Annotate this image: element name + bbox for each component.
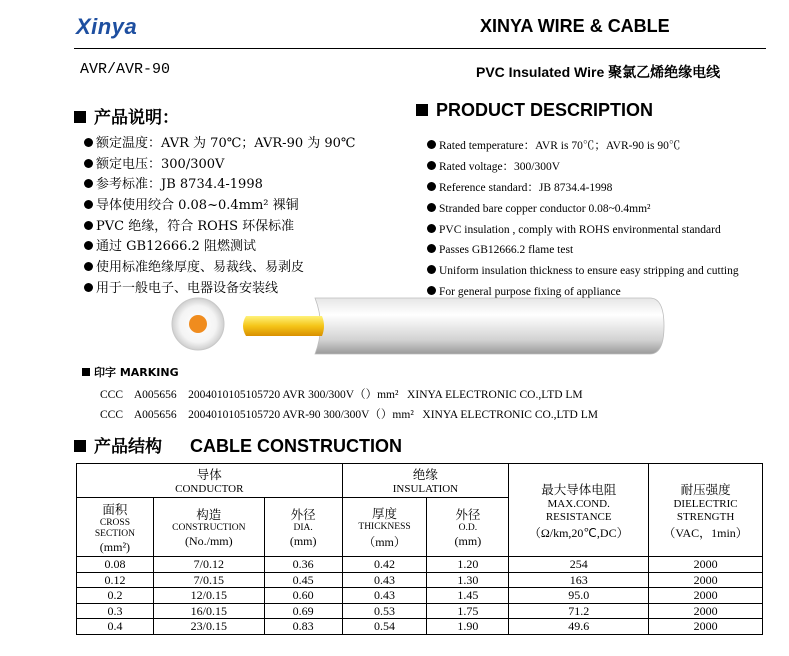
cell-thickness: 0.43 [342, 588, 427, 604]
header-text: O.D. [458, 523, 478, 533]
marking-title-text: 印字 MARKING [94, 366, 179, 379]
cell-resistance: 163 [509, 572, 649, 588]
cell-od: 1.30 [427, 572, 509, 588]
table-row [77, 603, 763, 619]
header-text: STRENGTH [676, 510, 735, 523]
cell-od: 1.45 [427, 588, 509, 604]
bullet-icon [84, 179, 93, 188]
construction-table [76, 463, 763, 635]
header-text: (mm) [454, 534, 482, 548]
list-item [427, 261, 739, 282]
square-bullet-icon [82, 368, 90, 376]
cell-dia: 0.36 [264, 557, 342, 573]
list-item-text: Rated voltage：300/300V [439, 160, 561, 173]
header-insulation [342, 464, 509, 498]
bullet-icon [427, 265, 436, 274]
cell-resistance: 49.6 [509, 619, 649, 635]
cell-strength: 2000 [649, 603, 763, 619]
bullet-icon [427, 224, 436, 233]
list-item [84, 258, 355, 279]
list-item-text: For general purpose fixing of appliance [439, 286, 621, 299]
header-text: 最大导体电阻 [541, 481, 617, 497]
cell-area: 0.3 [77, 603, 154, 619]
cell-strength: 2000 [649, 557, 763, 573]
wire-illustration [150, 286, 670, 366]
header-construction [153, 498, 264, 557]
header-dia [264, 498, 342, 557]
cell-strength: 2000 [649, 619, 763, 635]
list-item-text: Reference standard：JB 8734.4-1998 [439, 181, 613, 194]
cell-resistance: 95.0 [509, 588, 649, 604]
header-text: （VAC，1min） [663, 525, 748, 540]
cell-thickness: 0.54 [342, 619, 427, 635]
header-text: （mm） [363, 535, 406, 549]
list-item [427, 178, 739, 199]
header-text: CONDUCTOR [175, 483, 244, 495]
bullet-icon [84, 262, 93, 271]
header-text: 导体 [196, 467, 222, 482]
cell-od: 1.75 [427, 603, 509, 619]
model-number: AVR/AVR-90 [80, 61, 171, 78]
list-item-text: 使用标准绝缘厚度、易裁线、易剥皮 [96, 260, 305, 276]
cell-thickness: 0.43 [342, 572, 427, 588]
header-text: SECTION [94, 528, 135, 539]
bullet-icon [427, 182, 436, 191]
bullet-icon [427, 203, 436, 212]
header-resistance [509, 464, 649, 557]
wire-end-view [172, 298, 224, 350]
header-text: 厚度 [372, 506, 398, 521]
cell-dia: 0.45 [264, 572, 342, 588]
cell-dia: 0.83 [264, 619, 342, 635]
cell-thickness: 0.42 [342, 557, 427, 573]
list-item-text: PVC 绝缘，符合 ROHS 环保标准 [96, 218, 295, 234]
list-item-text: 参考标准：JB 8734.4-1998 [96, 177, 263, 193]
marking-line-avr90: CCC A005656 2004010105105720 AVR-90 300/300V（）mm² XINYA ELECTRONIC CO.,LTD LM [100, 409, 598, 421]
cell-area: 0.12 [77, 572, 154, 588]
cell-construction: 12/0.15 [153, 588, 264, 604]
bullet-icon [84, 200, 93, 209]
section-title-text: 产品说明： [94, 108, 179, 128]
header-text: CROSS [99, 517, 130, 528]
header-text: 外径 [455, 507, 481, 522]
section-title-text: PRODUCT DESCRIPTION [436, 100, 654, 120]
bullet-icon [427, 140, 436, 149]
cell-dia: 0.60 [264, 588, 342, 604]
table-row [77, 588, 763, 604]
table-row [77, 619, 763, 635]
square-bullet-icon [74, 440, 86, 452]
list-item-text: Stranded bare copper conductor 0.08~0.4mm² [439, 202, 651, 215]
list-item [84, 155, 355, 176]
bullet-icon [427, 161, 436, 170]
header-thickness [342, 498, 427, 557]
list-item [427, 220, 739, 241]
marking-title [82, 364, 179, 380]
header-text: 外径 [290, 507, 316, 522]
cell-resistance: 71.2 [509, 603, 649, 619]
company-name: XINYA WIRE & CABLE [480, 16, 670, 36]
list-item-text: Rated temperature：AVR is 70℃；AVR-90 is 90℃ [439, 140, 681, 152]
square-bullet-icon [74, 111, 86, 123]
bullet-icon [84, 241, 93, 250]
list-item [427, 199, 739, 220]
list-item [427, 157, 739, 178]
header-text: INSULATION [392, 483, 459, 495]
header-conductor [77, 464, 343, 498]
product-subtitle: PVC Insulated Wire 聚氯乙烯绝缘电线 [476, 64, 721, 80]
list-item [84, 134, 355, 155]
list-item-text: Passes GB12666.2 flame test [439, 244, 574, 257]
table-row [77, 572, 763, 588]
header-text: MAX.COND. [547, 497, 610, 510]
header-od [427, 498, 509, 557]
cell-area: 0.4 [77, 619, 154, 635]
cell-strength: 2000 [649, 588, 763, 604]
list-item [427, 240, 739, 261]
header-text: 绝缘 [412, 467, 438, 482]
cell-construction: 23/0.15 [153, 619, 264, 635]
list-item-text: 通过 GB12666.2 阻燃测试 [96, 239, 256, 255]
header-divider [74, 48, 766, 49]
list-item [427, 136, 739, 157]
header-text: 耐压强度 [680, 481, 731, 497]
header-text: (mm²) [99, 539, 131, 554]
cell-area: 0.2 [77, 588, 154, 604]
list-item [84, 217, 355, 238]
description-title-en [416, 100, 653, 121]
cell-area: 0.08 [77, 557, 154, 573]
cell-dia: 0.69 [264, 603, 342, 619]
company-logo: Xinya [76, 14, 138, 39]
header-area [77, 498, 154, 557]
header-text: DIA. [293, 523, 313, 533]
table-row [77, 557, 763, 573]
construction-title [74, 432, 402, 457]
cell-resistance: 254 [509, 557, 649, 573]
marking-line-avr: CCC A005656 2004010105105720 AVR 300/300V（）mm² XINYA ELECTRONIC CO.,LTD LM [100, 389, 583, 401]
header-text: (No./mm) [184, 534, 233, 548]
bullet-icon [84, 138, 93, 147]
header-text: RESISTANCE [545, 510, 612, 523]
header-text: 面积 [102, 501, 128, 517]
list-item-text: 导体使用绞合 0.08~0.4mm² 裸铜 [96, 198, 299, 214]
cell-od: 1.20 [427, 557, 509, 573]
header-text: CONSTRUCTION [172, 523, 246, 533]
list-item-text: 额定电压：300/300V [96, 156, 225, 172]
square-bullet-icon [416, 104, 428, 116]
header-text: (mm) [289, 534, 317, 548]
cell-strength: 2000 [649, 572, 763, 588]
header-text: （Ω/km,20℃,DC） [528, 525, 629, 540]
list-item-text: PVC insulation , comply with ROHS environmental standard [439, 223, 721, 236]
cell-construction: 7/0.12 [153, 557, 264, 573]
cell-construction: 7/0.15 [153, 572, 264, 588]
description-list-cn [84, 134, 355, 300]
list-item [84, 196, 355, 217]
list-item-text: 用于一般电子、电器设备安装线 [96, 280, 279, 296]
header-text: THICKNESS [358, 522, 411, 532]
bullet-icon [84, 221, 93, 230]
description-list-en [427, 136, 739, 303]
list-item [84, 237, 355, 258]
list-item [84, 175, 355, 196]
cell-construction: 16/0.15 [153, 603, 264, 619]
header-strength [649, 464, 763, 557]
cell-od: 1.90 [427, 619, 509, 635]
description-title-cn [74, 103, 179, 128]
cell-thickness: 0.53 [342, 603, 427, 619]
list-item-text: Uniform insulation thickness to ensure easy stripping and cutting [439, 265, 739, 278]
construction-title-en: CABLE CONSTRUCTION [190, 436, 402, 456]
header-text: DIELECTRIC [673, 497, 738, 510]
construction-title-cn: 产品结构 [94, 437, 162, 457]
table-header-row [77, 464, 763, 498]
header-text: 构造 [196, 507, 222, 522]
wire-side-view [243, 298, 664, 354]
list-item-text: 额定温度：AVR 为 70℃；AVR-90 为 90℃ [96, 136, 356, 151]
bullet-icon [84, 159, 93, 168]
bullet-icon [427, 244, 436, 253]
bullet-icon [84, 283, 93, 292]
